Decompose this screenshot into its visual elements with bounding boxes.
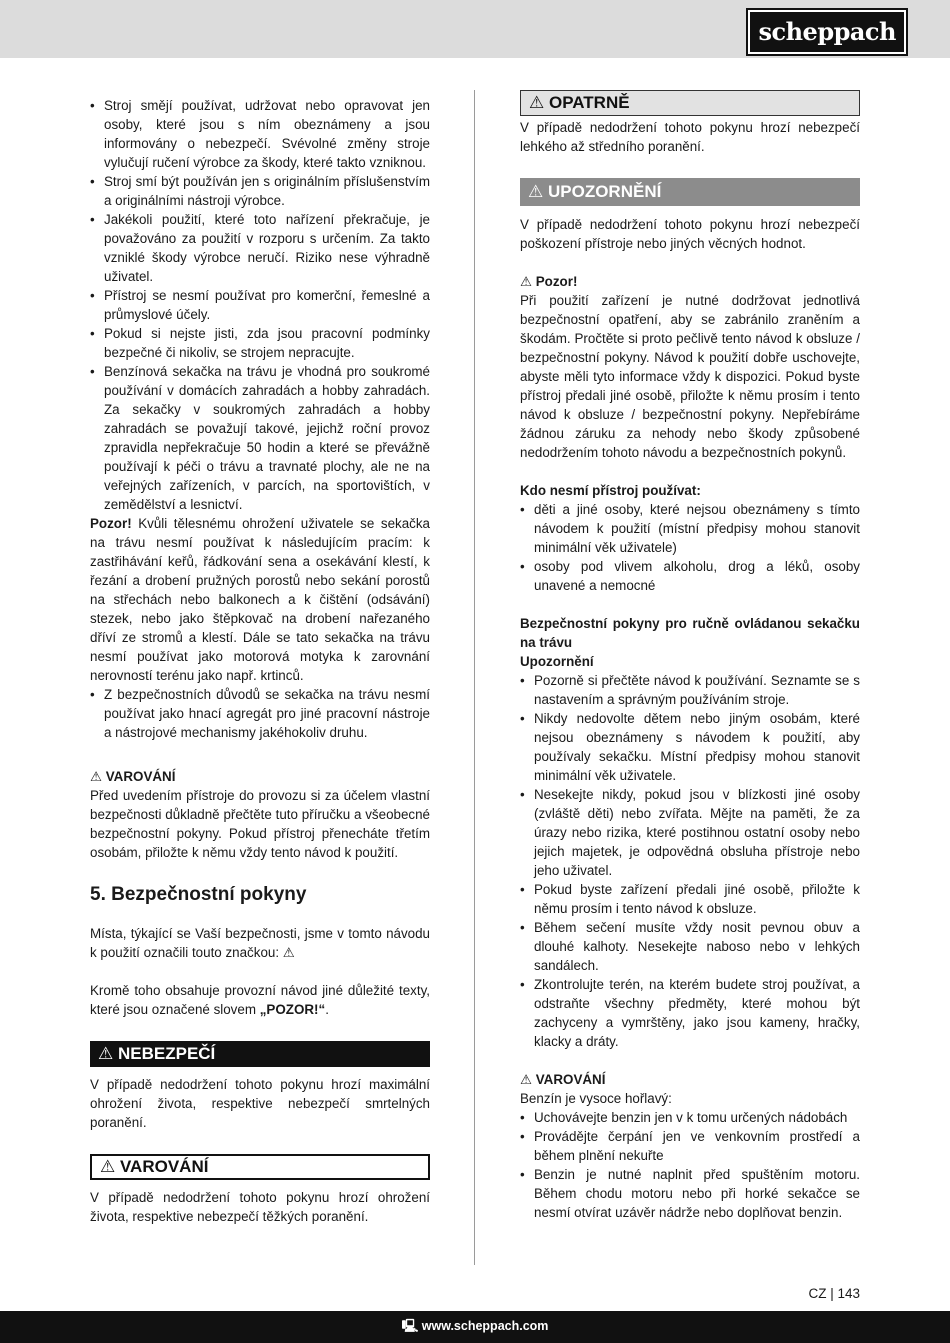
pozor-heading-text: Pozor! [535, 274, 578, 289]
list-item: • Stroj smí být používán jen s originálním příslušenstvím a originálními nástroji výrobce. [90, 172, 430, 210]
drive-bullet-list [90, 685, 430, 742]
list-item: • Pokud byste zařízení předali jiné osobě, přiložte k němu prosím i tento návod k obsluze. [520, 880, 860, 918]
list-item: • Během sečení musíte vždy nosit pevnou obuv a dlouhé kalhoty. Nesekejte naboso nebo v lehkých sandálech. [520, 918, 860, 975]
list-item: • osoby pod vlivem alkoholu, drog a léků, osoby unavené a nemocné [520, 557, 860, 595]
list-item: • Uchovávejte benzin jen v k tomu určených nádobách [520, 1108, 860, 1127]
hand-bullet-list [520, 671, 860, 1051]
opatrne-text: V případě nedodržení tohoto pokynu hrozí nebezpečí lehkého až středního poranění. [520, 120, 860, 154]
list-item: • Benzin je nutné naplnit před spuštěním motoru. Během chodu motoru nebo při horké sekačce se nesmí otvírat uzávěr nádrže nebo doplňovat benzin. [520, 1165, 860, 1222]
page-number: CZ | 143 [808, 1286, 860, 1301]
varovani-heading [90, 767, 430, 786]
warning-triangle-icon: ⚠ [520, 1072, 533, 1087]
varovani-box-label: VAROVÁNÍ [119, 1157, 209, 1176]
list-item: • Zkontrolujte terén, na kterém budete stroj používat, a odstraňte všechny předměty, které mohou být zachyceny a vymrštěny, jako jsou kameny, hračky, klacky a dráty. [520, 975, 860, 1051]
section-pozor-note [90, 981, 430, 1019]
hand-heading: Bezpečnostní pokyny pro ručně ovládanou sekačku na trávu [520, 616, 860, 650]
pozor-text: Při použití zařízení je nutné dodržovat jednotlivá bezpečnostní opatření, aby se zabránilo zraněním a škodám. Pročtěte si proto pečlivě tento návod k obsluze / bezpečnostní pokyny. Návod k použití dobře uschovejte, abyste měli tyto informace vždy k dispozici. Pokud byste přístroj předali jiné osobě, přiložte k němu prosím i tento návod k obsluze / bezpečnostní pokyny. Nepřebíráme žádnou záruku za nehody nebo škody způsobené nedodržením tohoto návodu a bezpečnostních pokynů. [520, 293, 860, 460]
upozorneni-text: V případě nedodržení tohoto pokynu hrozí nebezpečí poškození přístroje nebo jiných věcných hodnot. [520, 217, 860, 251]
list-item: • Jakékoli použití, které toto nařízení překračuje, je považováno za použití v rozporu s určením. Za takto vzniklé škody výrobce neručí. Riziko nese výhradně uživatel. [90, 210, 430, 286]
list-item: • Pokud si nejste jisti, zda jsou pracovní podmínky bezpečné či nikoliv, se strojem nepracujte. [90, 324, 430, 362]
monitor-icon: 🖳 [401, 1319, 419, 1333]
list-item: • Z bezpečnostních důvodů se sekačka na trávu nesmí používat jako hnací agregát pro jiné pracovní nástroje a nástrojové mechanismy jakéhokoliv druhu. [90, 685, 430, 742]
who-bullet-list [520, 500, 860, 595]
list-item: • Pozorně si přečtěte návod k používání. Seznamte se s nastavením a správným používáním stroje. [520, 671, 860, 709]
varovani-right-text: VAROVÁNÍ [535, 1072, 606, 1087]
pozor-label: Pozor! [90, 516, 132, 531]
brand-logo[interactable]: scheppach [748, 10, 906, 54]
opatrne-label: OPATRNĚ [548, 93, 630, 112]
pozor-heading [520, 272, 860, 291]
pozor-text: Kvůli tělesnému ohrožení uživatele se sekačka na trávu nesmí používat k následujícím pracím: k zastřihávání keřů, řádkování sena a osekávání klestí, k řezání a drobení pružných porostů nebo sekání porostů na střechách nebo balkonech a k čištění (odsávání) stezek, nebo jako štěpkovač na drobení nařezaného dříví ze stromů a klestí. Dále se tato sekačka na trávu nesmí používat jako motorová motyka k zarovnání nerovností terénu jako např. krtinců. [90, 516, 430, 683]
benzin-intro: Benzín je vysoce hořlavý: [520, 1091, 672, 1106]
varovani-text: Před uvedením přístroje do provozu si za účelem vlastní bezpečnosti důkladně přečtěte tuto příručku a všeobecné bezpečnostní pokyny. Pokud přístroj přenecháte třetím osobám, přiložte k němu vždy tento návod k použití. [90, 788, 430, 860]
right-column [520, 90, 860, 1222]
upozorneni-label: UPOZORNĚNÍ [547, 182, 662, 201]
list-item: • Přístroj se nesmí používat pro komerční, řemeslné a průmyslové účely. [90, 286, 430, 324]
warning-triangle-icon: ⚠ [529, 93, 545, 112]
list-item: • Nikdy nedovolte dětem nebo jiným osobám, které nejsou obeznámeny s návodem k použití, aby používaly sekačku. Místní předpisy mohou stanovit minimální věk uživatele. [520, 709, 860, 785]
opatrne-box [520, 90, 860, 116]
list-item: • Benzínová sekačka na trávu je vhodná pro soukromé používání v domácích zahradách a hobby zahradách. Za sekačky v soukromých zahradách a hobby zahradách se považují takové, jejichž roční provoz zpravidla nepřekračuje 50 hodin a které se převážně používají k péči o trávu a travnaté plochy, ale ne na veřejných zařízeních, v parcích, na sportovištích, v zemědělství a lesnictví. [90, 362, 430, 514]
list-item: • Stroj smějí používat, udržovat nebo opravovat jen osoby, které jsou s ním obeznámeny a jsou informovány o nebezpečí. Svévolné změny stroje vylučují ručení výrobce za škody, které takto vzniknou. [90, 96, 430, 172]
warning-triangle-icon: ⚠ [98, 1044, 114, 1063]
list-item: • Provádějte čerpání jen ve venkovním prostředí a během plnění nekuřte [520, 1127, 860, 1165]
section-intro-text: Místa, týkající se Vaší bezpečnosti, jsme v tomto návodu k použití označili touto značkou: ⚠ [90, 926, 430, 960]
left-column [90, 96, 430, 1226]
intro-bullet-list [90, 96, 430, 514]
varovani-box [90, 1154, 430, 1180]
pozor-paragraph [90, 514, 430, 685]
hand-subheading: Upozornění [520, 654, 594, 669]
warning-triangle-icon: ⚠ [100, 1157, 116, 1176]
benzin-bullet-list [520, 1108, 860, 1222]
warning-triangle-icon: ⚠ [90, 769, 103, 784]
warning-triangle-icon: ⚠ [520, 274, 533, 289]
section-note-end: . [325, 1002, 329, 1017]
footer-bar [0, 1311, 950, 1343]
nebezpeci-box [90, 1041, 430, 1067]
nebezpeci-text: V případě nedodržení tohoto pokynu hrozí maximální ohrožení života, respektive nebezpečí smrtelných poranění. [90, 1077, 430, 1130]
section-title: 5. Bezpečnostní pokyny [90, 884, 307, 905]
nebezpeci-label: NEBEZPEČÍ [117, 1044, 216, 1063]
who-heading: Kdo nesmí přístroj používat: [520, 483, 701, 498]
varovani-heading-right [520, 1070, 860, 1089]
column-divider [474, 90, 475, 1265]
varovani-heading-text: VAROVÁNÍ [105, 769, 176, 784]
list-item: • Nesekejte nikdy, pokud jsou v blízkosti jiné osoby (zvláště děti) nebo zvířata. Mějte na paměti, že za úrazy nebo rizika, které postihnou ostatní osoby nebo jejich majetek, je odpovědná obsluha přístroje nebo jeho uživatel. [520, 785, 860, 880]
section-note-text: Kromě toho obsahuje provozní návod jiné důležité texty, které jsou označené slovem [90, 983, 430, 1017]
list-item: • děti a jiné osoby, které nejsou obeznámeny s tímto návodem k použití (místní předpisy mohou stanovit minimální věk uživatele) [520, 500, 860, 557]
warning-triangle-icon: ⚠ [528, 182, 544, 201]
upozorneni-box [520, 178, 860, 206]
footer-url[interactable]: www.scheppach.com [421, 1319, 549, 1333]
pozor-keyword: „POZOR!“ [259, 1002, 326, 1017]
varovani-box-text: V případě nedodržení tohoto pokynu hrozí ohrožení života, respektive nebezpečí těžkých poranění. [90, 1190, 430, 1224]
